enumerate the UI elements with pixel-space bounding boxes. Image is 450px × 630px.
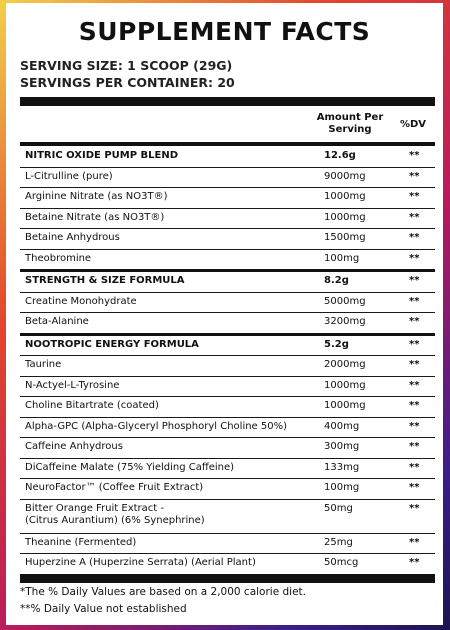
table-row xyxy=(20,168,435,189)
ingredient-name: Betaine Anhydrous xyxy=(25,232,120,243)
ingredient-name: Caffeine Anhydrous xyxy=(25,441,123,452)
header-divider xyxy=(20,142,435,146)
ingredient-amount: 8.2g xyxy=(324,275,349,286)
ingredient-dv: ** xyxy=(409,536,420,548)
table-row xyxy=(20,250,435,273)
ingredient-dv: ** xyxy=(409,420,420,432)
ingredient-amount: 3200mg xyxy=(324,316,366,327)
serving-size: SERVING SIZE: 1 SCOOP (29G) xyxy=(20,58,233,73)
table-row xyxy=(20,377,435,398)
ingredient-amount: 50mcg xyxy=(324,557,359,568)
table-row xyxy=(20,356,435,377)
amount-per-serving-header: Amount Per Serving xyxy=(316,112,384,135)
ingredient-dv: ** xyxy=(409,379,420,391)
supplement-facts-panel xyxy=(6,3,443,625)
table-row xyxy=(20,438,435,459)
ingredient-name: Betaine Nitrate (as NO3T®) xyxy=(25,211,165,223)
ingredient-dv: ** xyxy=(409,400,420,411)
section-row xyxy=(20,336,435,357)
ingredient-amount: 5000mg xyxy=(324,295,366,307)
ingredient-amount: 100mg xyxy=(324,252,360,264)
ingredient-dv: ** xyxy=(409,482,420,493)
ingredient-dv: ** xyxy=(409,211,420,223)
ingredient-dv: ** xyxy=(409,232,420,243)
table-row xyxy=(20,293,435,314)
ingredient-amount: 25mg xyxy=(324,536,353,548)
ingredient-name: Bitter Orange Fruit Extract - (Citrus Aurantium) (6% Synephrine) xyxy=(25,502,205,526)
footnote-daily-values: *The % Daily Values are based on a 2,000 calorie diet. xyxy=(20,586,306,598)
ingredient-name: Taurine xyxy=(25,359,62,370)
ingredient-name: L-Citrulline (pure) xyxy=(25,170,113,182)
ingredient-name: NeuroFactor™ (Coffee Fruit Extract) xyxy=(25,482,204,493)
ingredient-dv: ** xyxy=(409,191,420,202)
page-title: SUPPLEMENT FACTS xyxy=(78,17,371,46)
section-row xyxy=(20,272,435,293)
ingredient-dv: ** xyxy=(409,252,420,264)
facts-table xyxy=(20,147,435,575)
table-row xyxy=(20,229,435,250)
table-row xyxy=(20,397,435,418)
ingredient-name: DiCaffeine Malate (75% Yielding Caffeine) xyxy=(25,461,235,473)
bottom-divider xyxy=(20,574,435,583)
table-row xyxy=(20,500,435,534)
ingredient-name: Creatine Monohydrate xyxy=(25,295,137,307)
ingredient-amount: 12.6g xyxy=(324,150,356,161)
ingredient-name: Huperzine A (Huperzine Serrata) (Aerial Plant) xyxy=(25,557,256,568)
ingredient-dv: ** xyxy=(409,150,420,161)
ingredient-amount: 1500mg xyxy=(324,232,366,243)
ingredient-amount: 1000mg xyxy=(324,211,366,223)
ingredient-dv: ** xyxy=(409,441,420,452)
ingredient-amount: 1000mg xyxy=(324,191,366,202)
ingredient-name: Choline Bitartrate (coated) xyxy=(25,400,159,411)
ingredient-amount: 2000mg xyxy=(324,359,366,370)
ingredient-amount: 400mg xyxy=(324,420,360,432)
table-row xyxy=(20,313,435,336)
ingredient-name: NITRIC OXIDE PUMP BLEND xyxy=(25,150,179,161)
ingredient-dv: ** xyxy=(409,170,420,182)
ingredient-name: STRENGTH & SIZE FORMULA xyxy=(25,275,185,286)
ingredient-dv: ** xyxy=(409,461,420,473)
ingredient-amount: 9000mg xyxy=(324,170,366,182)
ingredient-dv: ** xyxy=(409,502,420,514)
table-row xyxy=(20,418,435,439)
table-row xyxy=(20,534,435,555)
table-row xyxy=(20,479,435,500)
ingredient-name: Arginine Nitrate (as NO3T®) xyxy=(25,191,168,202)
table-row xyxy=(20,188,435,209)
ingredient-dv: ** xyxy=(409,275,420,286)
dv-header: %DV xyxy=(399,119,427,130)
ingredient-name: NOOTROPIC ENERGY FORMULA xyxy=(25,338,199,350)
table-row xyxy=(20,554,435,575)
ingredient-dv: ** xyxy=(409,316,420,327)
ingredient-dv: ** xyxy=(409,359,420,370)
ingredient-name: Beta-Alanine xyxy=(25,316,89,327)
ingredient-name: Theobromine xyxy=(25,252,92,264)
ingredient-amount: 50mg xyxy=(324,502,353,514)
ingredient-dv: ** xyxy=(409,295,420,307)
ingredient-dv: ** xyxy=(409,557,420,568)
ingredient-amount: 100mg xyxy=(324,482,360,493)
table-row xyxy=(20,459,435,480)
ingredient-amount: 1000mg xyxy=(324,400,366,411)
ingredient-dv: ** xyxy=(409,338,420,350)
section-row xyxy=(20,147,435,168)
ingredient-name: Alpha-GPC (Alpha-Glyceryl Phosphoryl Choline 50%) xyxy=(25,420,288,432)
table-row xyxy=(20,209,435,230)
top-divider xyxy=(20,97,435,106)
ingredient-amount: 133mg xyxy=(324,461,360,473)
servings-per-container: SERVINGS PER CONTAINER: 20 xyxy=(20,75,235,90)
ingredient-amount: 300mg xyxy=(324,441,360,452)
ingredient-amount: 1000mg xyxy=(324,379,366,391)
footnote-not-established: **% Daily Value not established xyxy=(20,603,187,615)
ingredient-name: N-Actyel-L-Tyrosine xyxy=(25,379,120,391)
ingredient-name: Theanine (Fermented) xyxy=(25,536,137,548)
ingredient-amount: 5.2g xyxy=(324,338,349,350)
